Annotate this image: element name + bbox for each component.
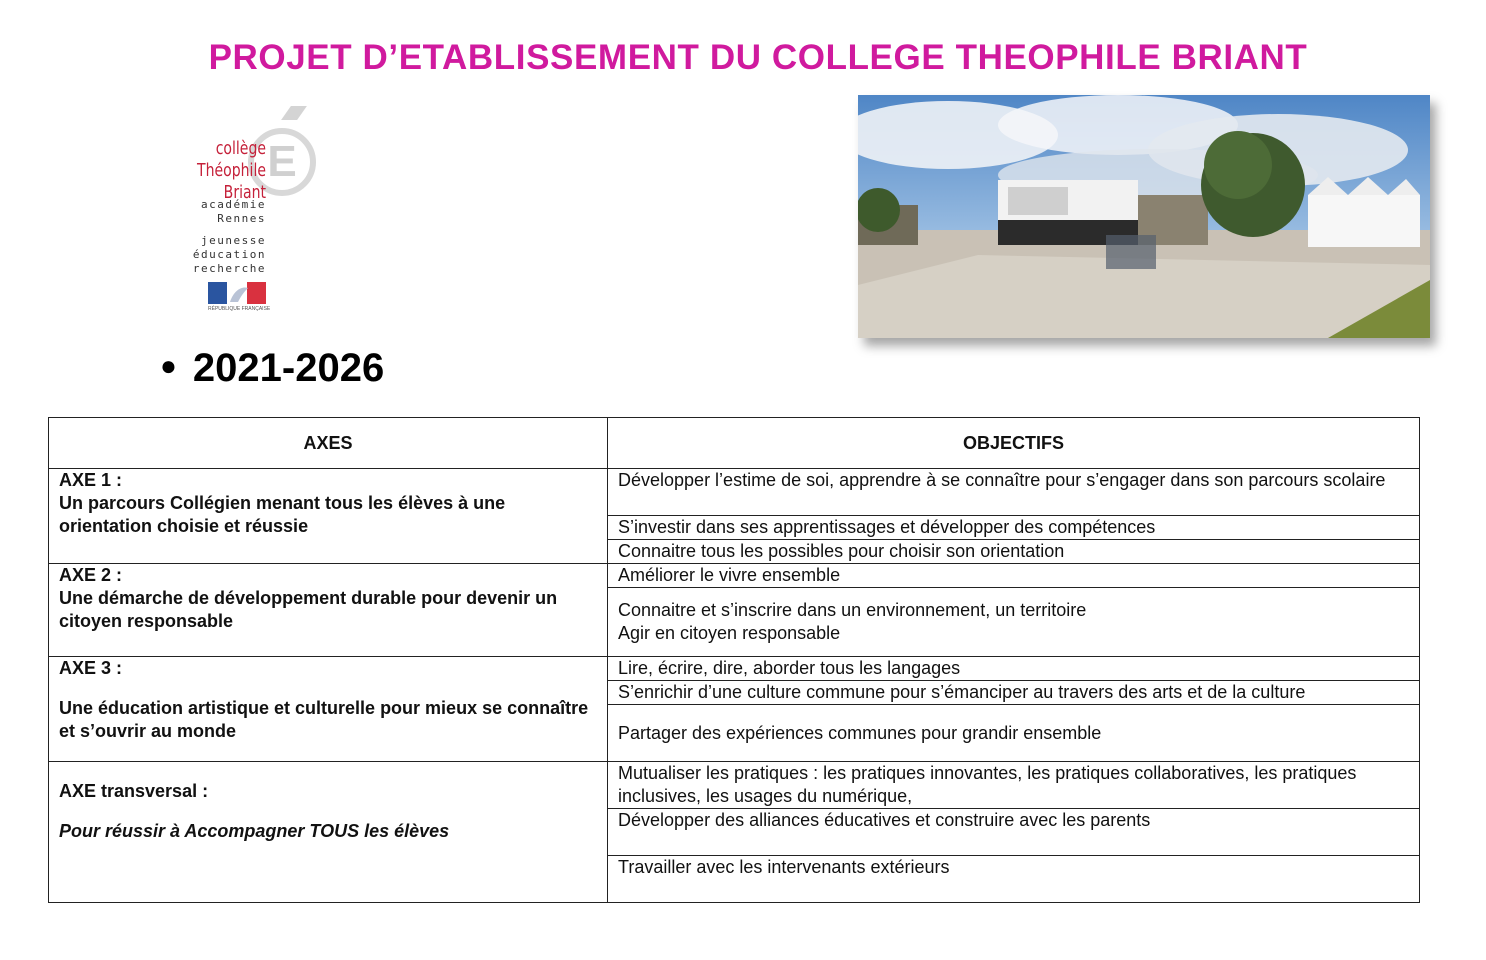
axe-description: Une démarche de développement durable pour devenir un citoyen responsable [59, 588, 558, 631]
objectif-cell: Améliorer le vivre ensemble [608, 564, 1420, 588]
year-label: 2021-2026 [192, 346, 385, 390]
college-photo [858, 95, 1430, 338]
bullet-icon: ● [160, 350, 177, 381]
objectif-cell: S’enrichir d’une culture commune pour s’émanciper au travers des arts et de la culture [608, 681, 1420, 705]
page-title: PROJET D’ETABLISSEMENT DU COLLEGE THEOPHILE BRIANT [208, 38, 1308, 77]
axe-label: AXE transversal : [59, 781, 209, 801]
table-row [49, 469, 1420, 516]
axe-cell [49, 657, 608, 762]
logo-academie [201, 198, 266, 226]
objectif-line: Agir en citoyen responsable [618, 623, 841, 643]
college-logo [150, 106, 330, 321]
axe-label: AXE 1 : [59, 470, 123, 490]
logo-ministry [193, 234, 266, 276]
logo-line1: collège [215, 138, 266, 159]
axe-cell [49, 762, 608, 903]
objectif-cell: Mutualiser les pratiques : les pratiques innovantes, les pratiques collaboratives, les pratiques inclusives, les usages du numérique, [608, 762, 1420, 809]
logo-academie-1: académie [201, 198, 266, 211]
objectif-line: Connaitre et s’inscrire dans un environnement, un territoire [618, 600, 1087, 620]
year-bullet [160, 346, 384, 391]
objectif-cell: Partager des expériences communes pour grandir ensemble [608, 705, 1420, 762]
table-row [49, 762, 1420, 809]
header-axes: AXES [49, 418, 608, 469]
logo-accent [281, 106, 307, 120]
logo-line2: Théophile Briant [197, 160, 266, 203]
objectif-cell: Connaitre tous les possibles pour choisir son orientation [608, 540, 1420, 564]
axe-label: AXE 3 : [59, 658, 123, 678]
axes-table [48, 417, 1420, 903]
logo-ministry-1: jeunesse [201, 234, 266, 247]
axe-cell [49, 469, 608, 564]
objectif-cell: Travailler avec les intervenants extérieurs [608, 856, 1420, 903]
objectif-cell: Développer des alliances éducatives et construire avec les parents [608, 809, 1420, 856]
axe-description: Une éducation artistique et culturelle pour mieux se connaître et s’ouvrir au monde [59, 698, 589, 741]
republique-francaise: RÉPUBLIQUE FRANÇAISE [208, 306, 271, 312]
table-row [49, 657, 1420, 681]
table-header-row [49, 418, 1420, 469]
logo-name [176, 138, 266, 204]
objectif-cell: Lire, écrire, dire, aborder tous les langages [608, 657, 1420, 681]
logo-e-mark: E [248, 128, 316, 196]
marianne-flag-icon [208, 282, 266, 304]
logo-ministry-3: recherche [192, 262, 266, 275]
logo-academie-2: Rennes [217, 212, 266, 225]
header-objectifs: OBJECTIFS [608, 418, 1420, 469]
axe-label: AXE 2 : [59, 565, 123, 585]
objectif-cell: S’investir dans ses apprentissages et développer des compétences [608, 516, 1420, 540]
axe-cell [49, 564, 608, 657]
objectif-cell: Développer l’estime de soi, apprendre à se connaître pour s’engager dans son parcours scolaire [608, 469, 1420, 516]
axe-description: Un parcours Collégien menant tous les élèves à une orientation choisie et réussie [59, 493, 506, 536]
objectif-cell [608, 588, 1420, 657]
logo-ministry-2: éducation [192, 248, 266, 261]
axe-description: Pour réussir à Accompagner TOUS les élèves [59, 821, 450, 841]
table-row [49, 564, 1420, 588]
